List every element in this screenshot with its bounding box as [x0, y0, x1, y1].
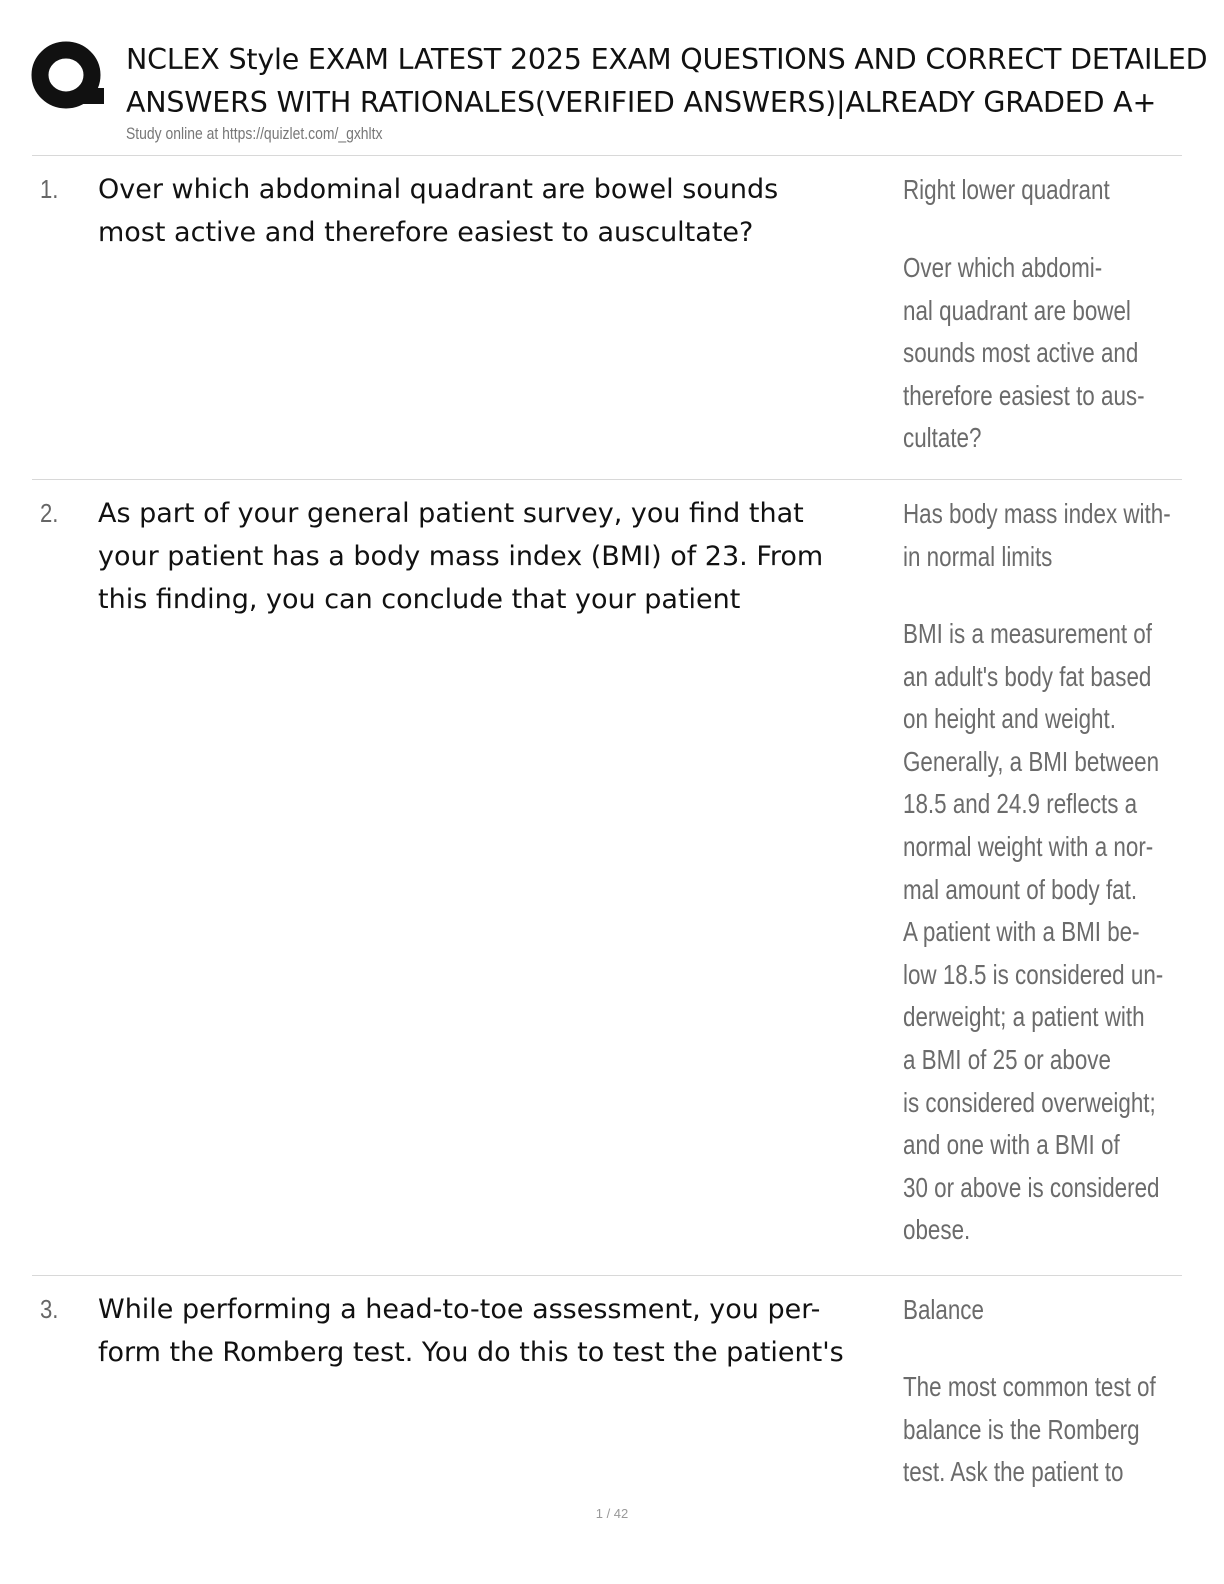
page-number: 1 / 42 — [595, 1506, 629, 1521]
card-1-rationale: Over which abdomi- nal quadrant are bowel sounds most active and therefore easiest to aus- cultate? — [903, 252, 1145, 454]
card-divider — [32, 1275, 1182, 1276]
card-3-rationale: The most common test of balance is the Romberg test. Ask the patient to — [903, 1371, 1156, 1488]
card-1-answer: Right lower quadrant — [903, 174, 1110, 205]
card-3-question: While performing a head-to-toe assessment, you per- form the Romberg test. You do this to test the patient's — [98, 1294, 844, 1368]
quizlet-q-logo-icon — [30, 38, 106, 114]
card-1-number: 1. — [40, 174, 59, 204]
card-2-rationale: BMI is a measurement of an adult's body fat based on height and weight. Generally, a BMI between 18.5 and 24.9 reflects a normal weight with a nor- mal amount of body fat. A patient with a BMI be- low 18.5 is considered un- derweight; a patient with a BMI of 25 or above is considered overweight; and one with a BMI of 30 or above is considered obese. — [903, 618, 1164, 1246]
title-line-2: ANSWERS WITH RATIONALES(VERIFIED ANSWERS)|ALREADY GRADED A+ — [126, 86, 1157, 119]
card-3-answer: Balance — [903, 1294, 984, 1325]
header-divider — [32, 155, 1182, 156]
document-title — [126, 38, 1224, 124]
card-divider — [32, 479, 1182, 480]
card-2-number: 2. — [40, 498, 59, 528]
card-2-answer: Has body mass index with- in normal limits — [903, 498, 1171, 572]
card-2-question: As part of your general patient survey, you find that your patient has a body mass index (BMI) of 23. From this finding, you can conclude that your patient — [98, 498, 824, 615]
card-1-question: Over which abdominal quadrant are bowel sounds most active and therefore easiest to auscultate? — [98, 174, 779, 248]
title-line-1: NCLEX Style EXAM LATEST 2025 EXAM QUESTIONS AND CORRECT DETAILED — [126, 43, 1208, 76]
study-online-link[interactable]: Study online at https://quizlet.com/_gxhltx — [126, 124, 383, 143]
card-3-number: 3. — [40, 1294, 59, 1324]
